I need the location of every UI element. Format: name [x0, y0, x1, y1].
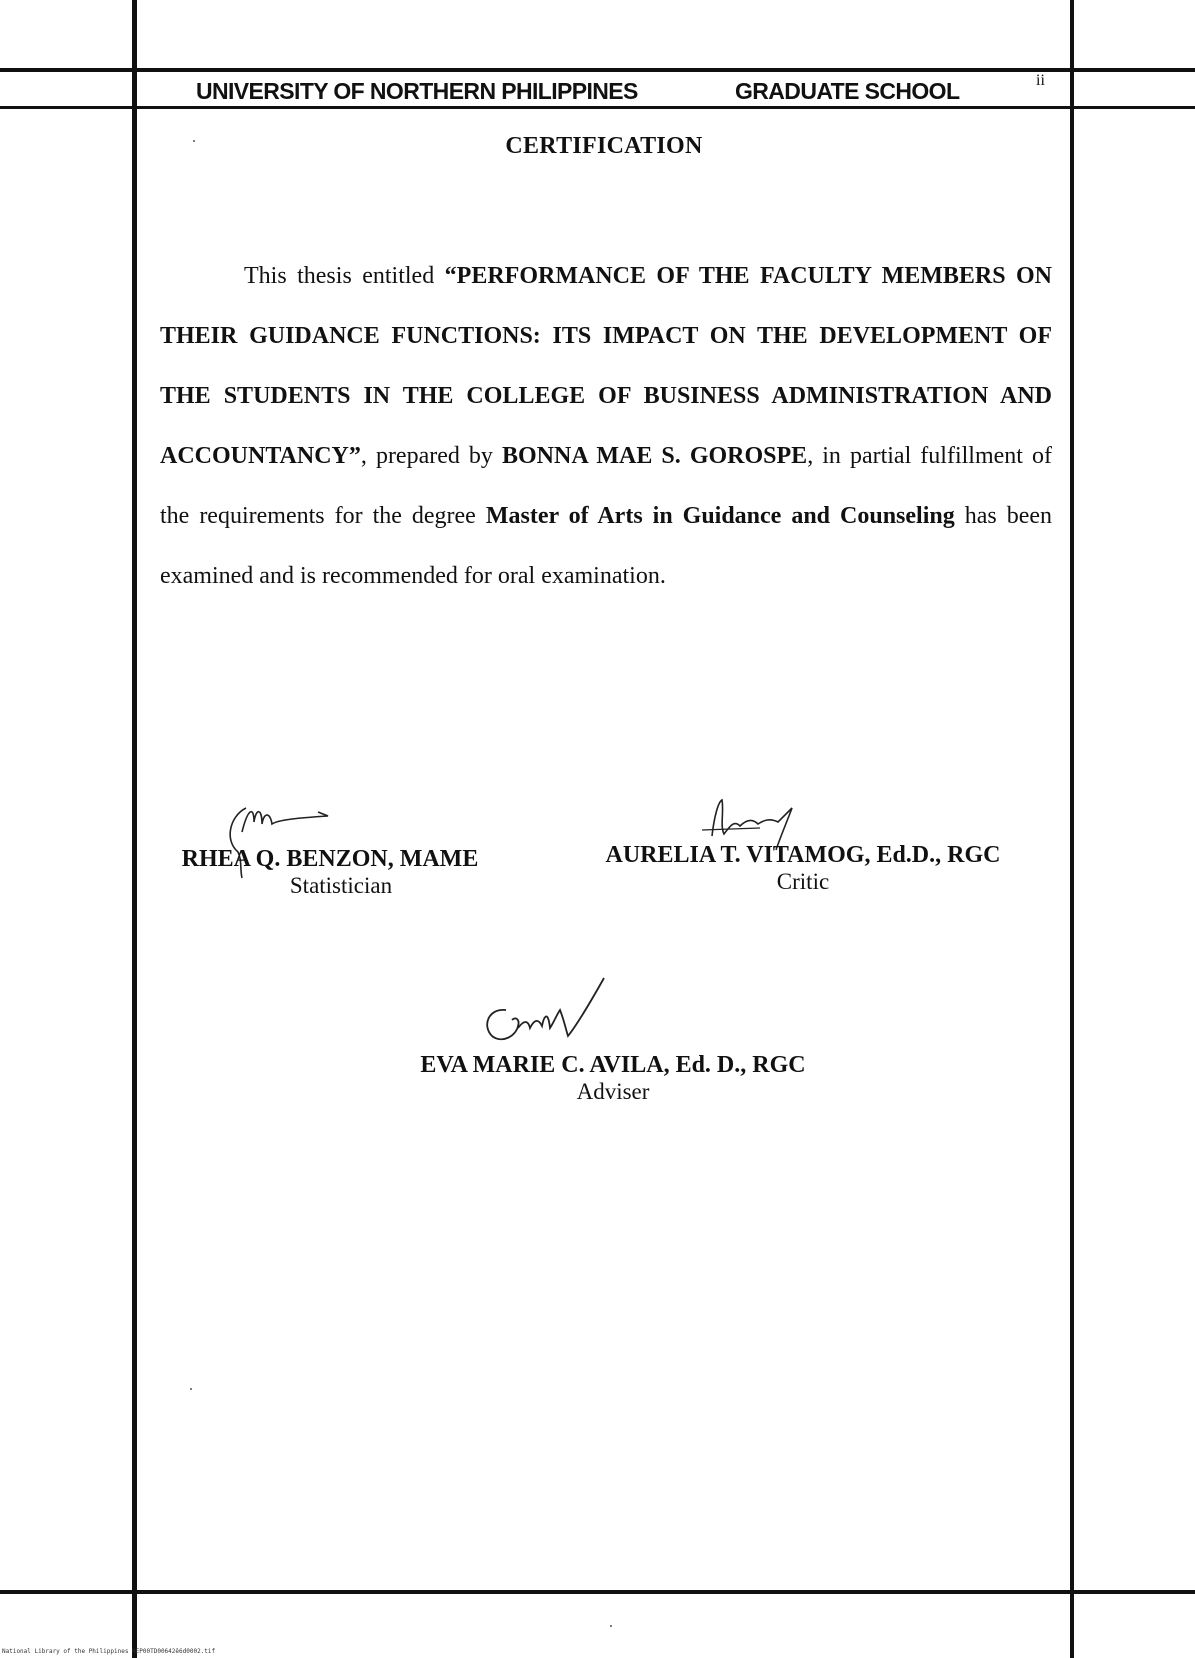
page-number: ii — [1036, 72, 1045, 89]
critic-name: AURELIA T. VITAMOG, Ed.D., RGC — [605, 842, 1001, 868]
statistician-block — [160, 846, 500, 899]
degree-name: Master of Arts in Guidance and Counseling — [485, 503, 955, 529]
scan-source-mark: National Library of the Philippines HEP00TD00642ê6d0002.tif — [2, 1648, 216, 1655]
certification-paragraph — [160, 246, 1052, 606]
scan-speck — [190, 1388, 192, 1390]
university-name: UNIVERSITY OF NORTHERN PHILIPPINES — [196, 78, 638, 104]
body-text-intro: This thesis entitled — [244, 263, 445, 289]
body-text-closing: has been examined and is recommended for oral examination. — [160, 503, 1053, 589]
adviser-name: EVA MARIE C. AVILA, Ed. D., RGC — [420, 1052, 806, 1078]
author-name: BONNA MAE S. GOROSPE — [501, 443, 808, 469]
adviser-role: Adviser — [576, 1079, 650, 1104]
statistician-name: RHEA Q. BENZON, MAME — [181, 846, 479, 872]
statistician-role: Statistician — [289, 873, 393, 898]
page-title: CERTIFICATION — [505, 133, 703, 159]
scan-speck — [193, 140, 195, 142]
footer-line — [0, 1590, 1195, 1594]
thesis-title: “PERFORMANCE OF THE FACULTY MEMBERS ON THEIR GUIDANCE FUNCTIONS: ITS IMPACT ON THE DEVELOPMENT OF THE STUDENTS IN THE COLLEGE OF BUSINESS ADMINISTRATION AND ACCOUNTANCY” — [160, 263, 1053, 469]
scan-speck — [610, 1625, 612, 1627]
left-border-line — [132, 0, 137, 1658]
body-text-prepared-by: , prepared by — [360, 443, 502, 469]
critic-block — [588, 842, 1018, 895]
adviser-signature — [476, 970, 626, 1060]
right-border-line — [1070, 0, 1074, 1658]
body-text-fulfillment: , in partial fulfillment of the requirements for the degree — [160, 443, 1052, 529]
header-bottom-line — [0, 106, 1195, 109]
critic-role: Critic — [776, 869, 830, 894]
header-top-line — [0, 68, 1195, 72]
adviser-block — [398, 1052, 828, 1105]
graduate-school-label: GRADUATE SCHOOL — [735, 78, 960, 104]
